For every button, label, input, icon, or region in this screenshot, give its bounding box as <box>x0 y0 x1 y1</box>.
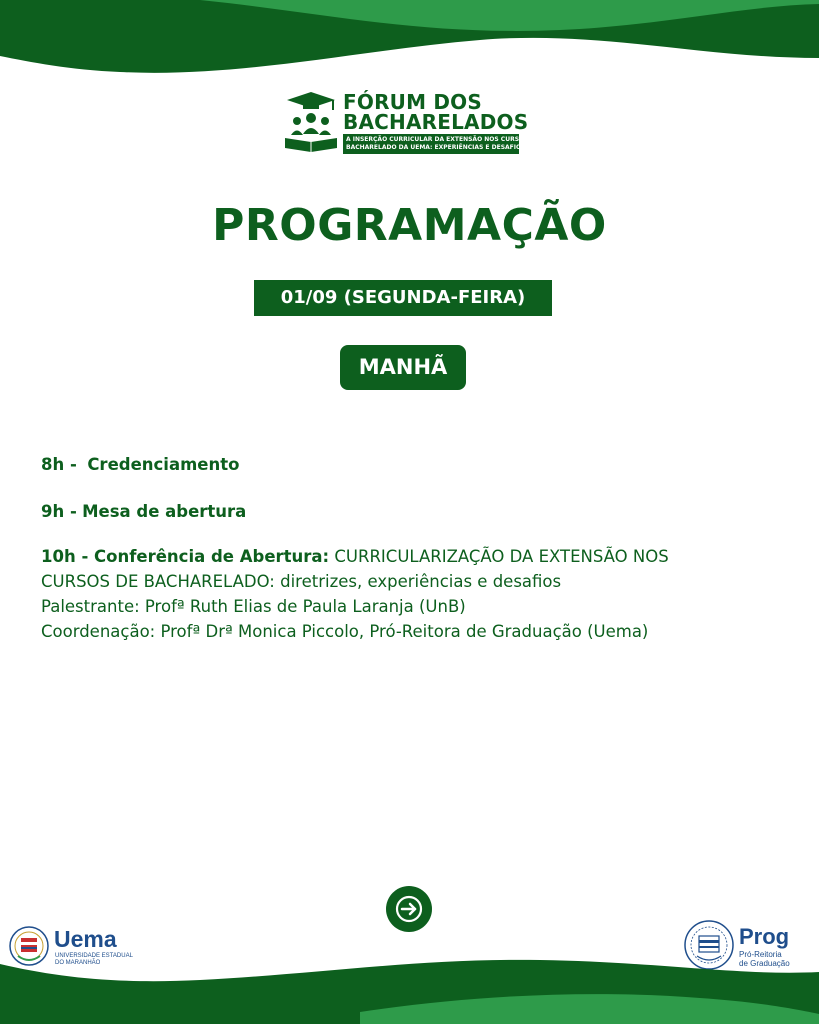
prog-name: Prog <box>739 924 790 949</box>
conferencia-speaker: Palestrante: Profª Ruth Elias de Paula Laranja (UnB) <box>41 597 466 616</box>
conferencia-topic-part1: CURRICULARIZAÇÃO DA EXTENSÃO NOS <box>334 547 669 566</box>
next-button[interactable] <box>386 886 432 932</box>
conferencia-heading: 10h - Conferência de Abertura: <box>41 547 330 566</box>
arrow-right-icon <box>394 894 424 924</box>
agenda-item-title: Credenciamento <box>87 455 240 474</box>
forum-subtitle-line1: A INSERÇÃO CURRICULAR DA EXTENSÃO NOS CURSOS DE <box>346 136 540 143</box>
forum-subtitle-line2: BACHARELADO DA UEMA: EXPERIÊNCIAS E DESAFIOS <box>346 144 526 151</box>
uema-name: Uema <box>54 926 117 952</box>
agenda-item-credenciamento <box>41 452 239 477</box>
graduation-cap-students-book-icon <box>283 88 339 154</box>
page-title: PROGRAMAÇÃO <box>212 200 607 251</box>
date-badge: 01/09 (SEGUNDA-FEIRA) <box>254 280 552 316</box>
agenda-item-time: 8h - <box>41 455 77 474</box>
top-wave-decoration <box>0 0 819 80</box>
uema-subtitle-line1: UNIVERSIDADE ESTADUAL <box>55 953 133 959</box>
agenda-item-time: 9h - <box>41 502 77 521</box>
forum-title-line2: BACHARELADOS <box>343 110 529 134</box>
conferencia-line1 <box>41 544 801 569</box>
agenda-item-mesa-abertura <box>41 499 246 524</box>
forum-title <box>343 92 528 132</box>
forum-title-line1: FÓRUM DOS <box>343 90 482 114</box>
period-badge: MANHÃ <box>340 345 466 390</box>
bottom-wave-decoration <box>0 954 819 1024</box>
agenda-item-conferencia <box>41 544 801 644</box>
forum-logo <box>283 88 540 156</box>
agenda-item-title: Mesa de abertura <box>82 502 247 521</box>
forum-subtitle <box>343 134 540 154</box>
conferencia-coordination: Coordenação: Profª Drª Monica Piccolo, Pró-Reitora de Graduação (Uema) <box>41 622 649 641</box>
prog-subtitle-line2: de Graduação <box>739 959 790 968</box>
conferencia-topic-part2: CURSOS DE BACHARELADO: diretrizes, experiências e desafios <box>41 572 562 591</box>
uema-subtitle-line2: DO MARANHÃO <box>55 960 101 966</box>
prog-subtitle-line1: Pró-Reitoria <box>739 950 782 959</box>
